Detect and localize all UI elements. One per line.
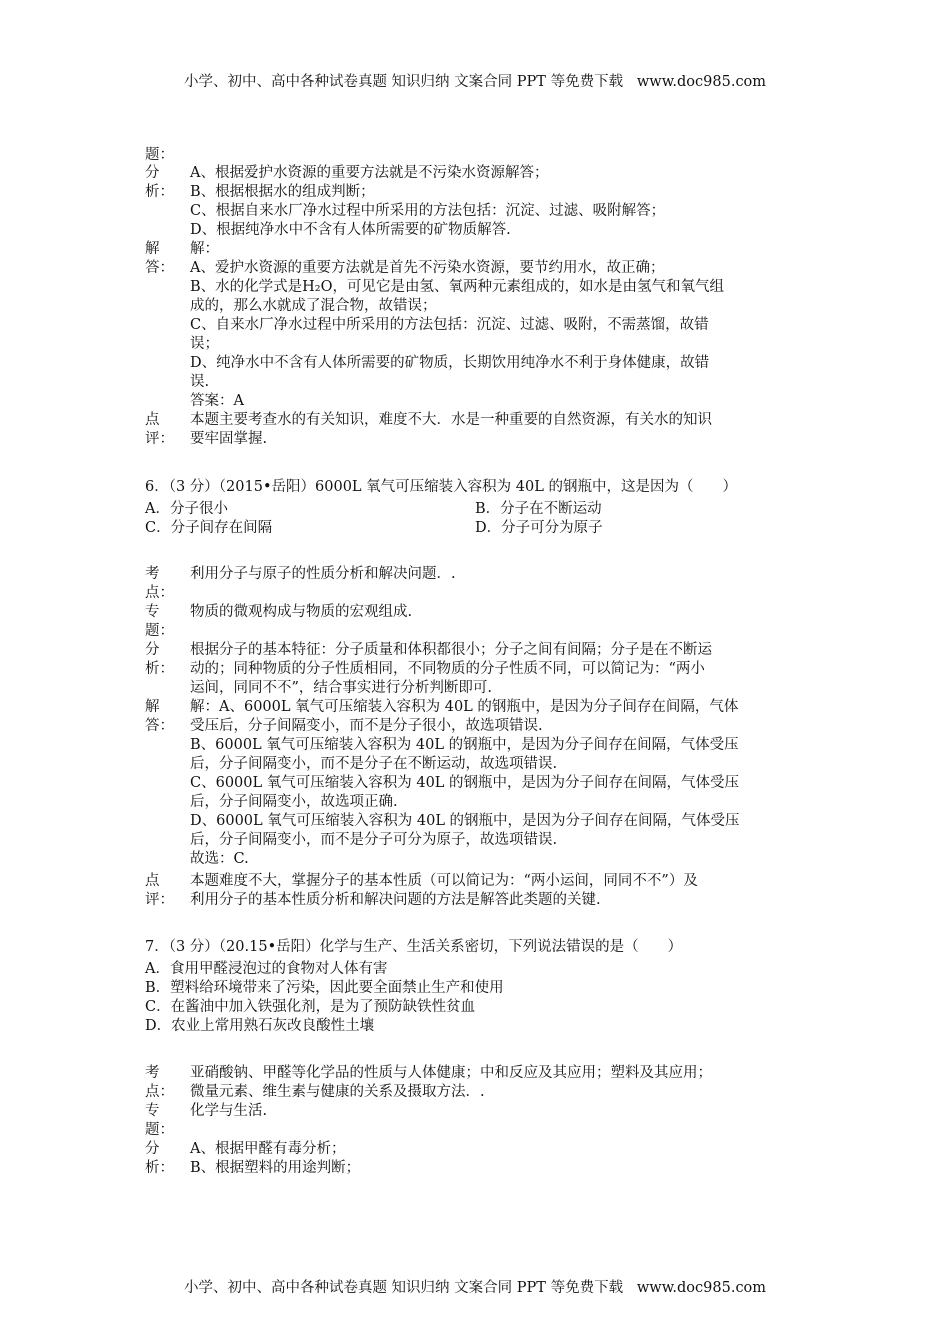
page-footer: 小学、初中、高中各种试卷真题 知识归纳 文案合同 PPT 等免费下载 www.doc985.com (183, 1280, 767, 1296)
q7-fenxi-line: A、根据甲醛有毒分析； (190, 1141, 346, 1157)
q6-jieda-line: C、6000L 氧气可压缩装入容积为 40L 的钢瓶中，是因为分子间存在间隔，气体受压 (190, 775, 740, 791)
q6-option-d: D．分子可分为原子 (475, 520, 603, 536)
q5-fenxi-line: D、根据纯净水中不含有人体所需要的矿物质解答. (190, 222, 511, 238)
q6-fenxi-line: 动的；同种物质的分子性质相同，不同物质的分子性质不同，可以简记为：“两小 (190, 661, 705, 677)
q5-zhuanti-label-tail: 题： (145, 147, 174, 163)
q5-jieda-label-2: 答： (145, 260, 174, 276)
q6-dianping-line: 利用分子的基本性质分析和解决问题的方法是解答此类题的关键. (190, 892, 601, 908)
q6-kaodian-line: 利用分子与原子的性质分析和解决问题．. (190, 566, 456, 582)
q7-fenxi-line: B、根据塑料的用途判断； (190, 1160, 361, 1176)
q5-jieda-line: 误. (190, 374, 210, 390)
q5-dianping-label-1: 点 (145, 412, 160, 428)
q5-jieda-line: C、自来水厂净水过程中所采用的方法包括：沉淀、过滤、吸附，不需蒸馏，故错 (190, 317, 709, 333)
q6-fenxi-label-2: 析： (145, 661, 174, 677)
page-header: 小学、初中、高中各种试卷真题 知识归纳 文案合同 PPT 等免费下载 www.doc985.com (183, 74, 767, 90)
q6-dianping-label-2: 评： (145, 892, 174, 908)
q7-option-b: B．塑料给环境带来了污染，因此要全面禁止生产和使用 (145, 980, 504, 996)
q5-dianping-line: 本题主要考查水的有关知识，难度不大．水是一种重要的自然资源，有关水的知识 (190, 412, 712, 428)
q6-jieda-line: B、6000L 氧气可压缩装入容积为 40L 的钢瓶中，是因为分子间存在间隔，气体受压 (190, 737, 739, 753)
q5-dianping-label-2: 评： (145, 431, 174, 447)
q6-dianping-line: 本题难度不大，掌握分子的基本性质（可以简记为：“两小运间，同同不不”）及 (190, 873, 698, 889)
q6-jieda-label-1: 解 (145, 699, 160, 715)
q5-jieda-line: D、纯净水中不含有人体所需要的矿物质，长期饮用纯净水不利于身体健康，故错 (190, 355, 710, 371)
q6-jieda-line: 后，分子间隔变小，而不是分子可分为原子，故选项错误. (190, 832, 558, 848)
q7-fenxi-label-1: 分 (145, 1141, 160, 1157)
q6-dianping-label-1: 点 (145, 873, 160, 889)
q7-zhuanti-line: 化学与生活. (190, 1103, 268, 1119)
q6-zhuanti-label-1: 专 (145, 604, 160, 620)
q7-kaodian-line: 亚硝酸钠、甲醛等化学品的性质与人体健康；中和反应及其应用；塑料及其应用； (190, 1065, 712, 1081)
q5-jieda-line: 解： (190, 241, 219, 257)
q5-fenxi-line: C、根据自来水厂净水过程中所采用的方法包括：沉淀、过滤、吸附解答； (190, 203, 666, 219)
q7-zhuanti-label-1: 专 (145, 1103, 160, 1119)
q5-jieda-line: A、爱护水资源的重要方法就是首先不污染水资源，要节约用水，故正确； (190, 260, 665, 276)
q5-jieda-line: 误； (190, 336, 219, 352)
q6-fenxi-line: 运间，同同不不”，结合事实进行分析判断即可. (190, 680, 493, 696)
q7-stem: 7．（3 分）（20.15•岳阳）化学与生产、生活关系密切，下列说法错误的是（ ） (145, 939, 683, 955)
q6-jieda-line: 后，分子间隔变小，故选项正确. (190, 794, 398, 810)
q5-fenxi-line: B、根据根据水的组成判断； (190, 184, 375, 200)
q6-jieda-line: 解：A、6000L 氧气可压缩装入容积为 40L 的钢瓶中，是因为分子间存在间隔，气体 (190, 699, 739, 715)
q6-jieda-label-2: 答： (145, 718, 174, 734)
q6-stem: 6．（3 分）（2015•岳阳）6000L 氧气可压缩装入容积为 40L 的钢瓶中，这是因为（ ） (145, 479, 737, 495)
q5-dianping-line: 要牢固掌握. (190, 431, 268, 447)
q5-fenxi-line: A、根据爱护水资源的重要方法就是不污染水资源解答； (190, 165, 549, 181)
q6-fenxi-label-1: 分 (145, 642, 160, 658)
q7-option-d: D．农业上常用熟石灰改良酸性土壤 (145, 1018, 375, 1034)
q6-fenxi-line: 根据分子的基本特征：分子质量和体积都很小；分子之间有间隔；分子是在不断运 (190, 642, 712, 658)
q7-option-c: C．在酱油中加入铁强化剂，是为了预防缺铁性贫血 (145, 999, 476, 1015)
q5-fenxi-label-2: 析： (145, 184, 174, 200)
q5-answer: 答案：A (190, 393, 244, 409)
q6-option-a: A．分子很小 (145, 501, 228, 517)
q5-jieda-label-1: 解 (145, 241, 160, 257)
q6-jieda-line: D、6000L 氧气可压缩装入容积为 40L 的钢瓶中，是因为分子间存在间隔，气体受压 (190, 813, 740, 829)
q6-kaodian-label-2: 点： (145, 585, 174, 601)
q6-jieda-line: 后，分子间隔变小，而不是分子在不断运动，故选项错误. (190, 756, 558, 772)
q5-jieda-line: B、水的化学式是H₂O，可见它是由氢、氧两种元素组成的，如水是由氢气和氧气组 (190, 279, 724, 295)
q6-kaodian-label-1: 考 (145, 566, 160, 582)
q5-fenxi-label-1: 分 (145, 165, 160, 181)
q6-jieda-line: 受压后，分子间隔变小，而不是分子很小，故选项错误. (190, 718, 543, 734)
q7-option-a: A．食用甲醛浸泡过的食物对人体有害 (145, 961, 388, 977)
q6-answer: 故选：C. (190, 851, 249, 867)
q5-jieda-line: 成的，那么水就成了混合物，故错误； (190, 298, 437, 314)
q7-kaodian-line: 微量元素、维生素与健康的关系及摄取方法．. (190, 1084, 485, 1100)
q6-zhuanti-line: 物质的微观构成与物质的宏观组成. (190, 604, 413, 620)
q7-kaodian-label-2: 点： (145, 1084, 174, 1100)
q7-fenxi-label-2: 析： (145, 1160, 174, 1176)
q6-zhuanti-label-2: 题： (145, 623, 174, 639)
q7-zhuanti-label-2: 题： (145, 1122, 174, 1138)
q7-kaodian-label-1: 考 (145, 1065, 160, 1081)
q6-option-c: C．分子间存在间隔 (145, 520, 273, 536)
q6-option-b: B．分子在不断运动 (475, 501, 602, 517)
